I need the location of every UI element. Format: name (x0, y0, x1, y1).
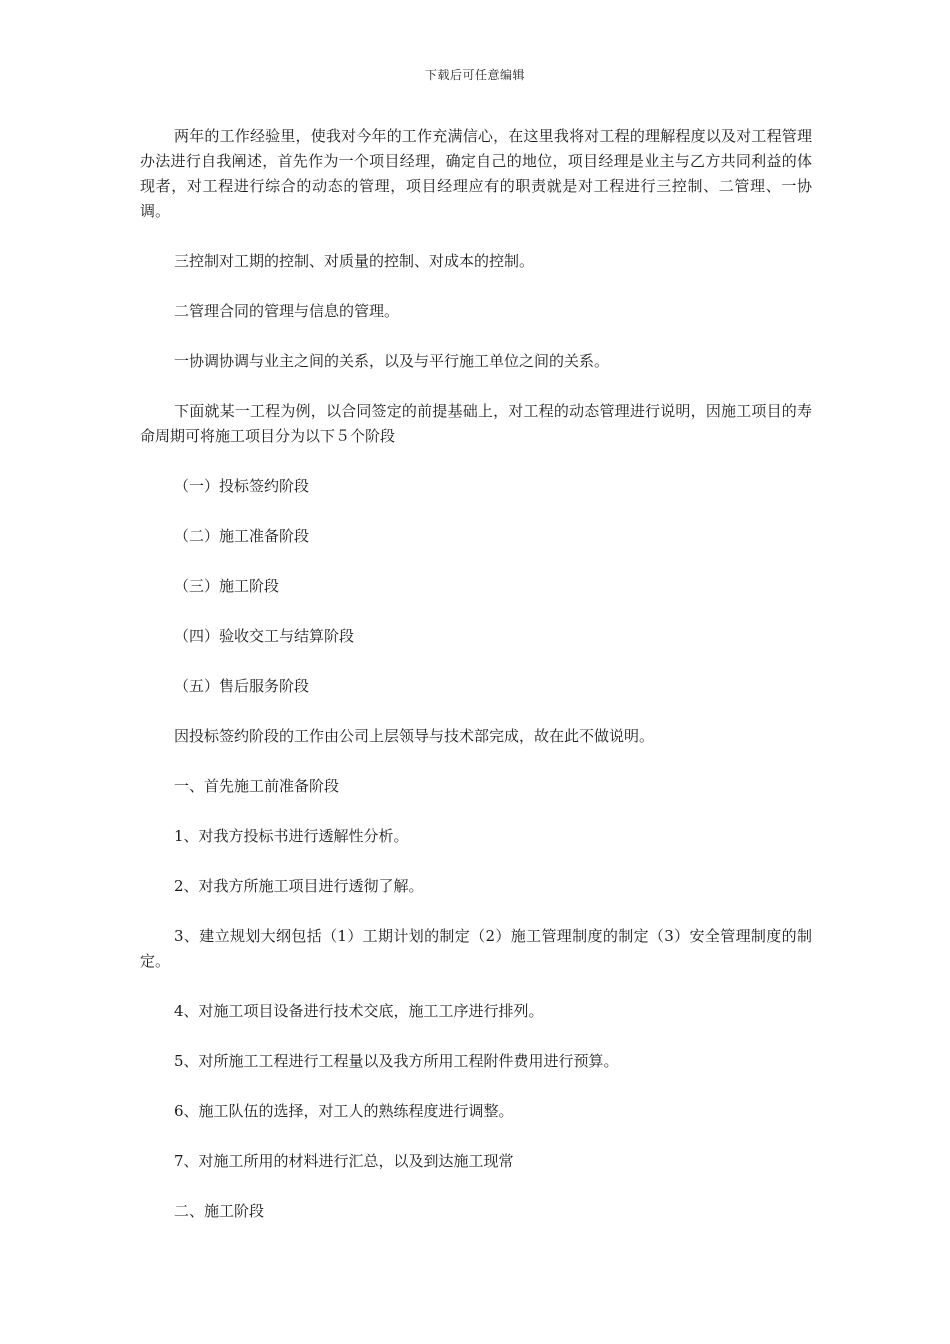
page-header: 下载后可任意编辑 (424, 68, 525, 82)
section-heading-preparation: 一、首先施工前准备阶段 (174, 777, 340, 795)
list-item-prep-2: 2、对我方所施工项目进行透彻了解。 (174, 877, 424, 895)
list-item-prep-6: 6、施工队伍的选择，对工人的熟练程度进行调整。 (174, 1102, 514, 1120)
list-item-prep-7: 7、对施工所用的材料进行汇总，以及到达施工现常 (174, 1152, 514, 1170)
list-item-prep-5: 5、对所施工工程进行工程量以及我方所用工程附件费用进行预算。 (174, 1052, 619, 1070)
paragraph-two-management: 二管理合同的管理与信息的管理。 (174, 302, 400, 320)
paragraph-three-controls: 三控制对工期的控制、对质量的控制、对成本的控制。 (174, 252, 535, 270)
paragraph-note: 因投标签约阶段的工作由公司上层领导与技术部完成，故在此不做说明。 (174, 727, 655, 745)
list-item-stage-5: （五）售后服务阶段 (174, 677, 310, 695)
list-item-stage-4: （四）验收交工与结算阶段 (174, 627, 355, 645)
list-item-stage-3: （三）施工阶段 (174, 577, 280, 595)
list-item-stage-2: （二）施工准备阶段 (174, 527, 310, 545)
list-item-stage-1: （一）投标签约阶段 (174, 477, 310, 495)
list-item-prep-4: 4、对施工项目设备进行技术交底，施工工序进行排列。 (174, 1002, 544, 1020)
paragraph-one-coordination: 一协调协调与业主之间的关系，以及与平行施工单位之间的关系。 (174, 352, 610, 370)
list-item-prep-3: 3、建立规划大纲包括（1）工期计划的制定（2）施工管理制度的制定（3）安全管理制度的制定。 (140, 927, 812, 970)
document-body (140, 124, 812, 1249)
section-heading-construction: 二、施工阶段 (174, 1202, 265, 1220)
list-item-prep-1: 1、对我方投标书进行透解性分析。 (174, 827, 409, 845)
paragraph-example: 下面就某一工程为例，以合同签定的前提基础上，对工程的动态管理进行说明，因施工项目的寿命周期可将施工项目分为以下５个阶段 (140, 402, 812, 445)
paragraph-intro: 两年的工作经验里，使我对今年的工作充满信心，在这里我将对工程的理解程度以及对工程管理办法进行自我阐述，首先作为一个项目经理，确定自己的地位，项目经理是业主与乙方共同利益的体现者，对工程进行综合的动态的管理，项目经理应有的职责就是对工程进行三控制、二管理、一协调。 (140, 127, 812, 220)
